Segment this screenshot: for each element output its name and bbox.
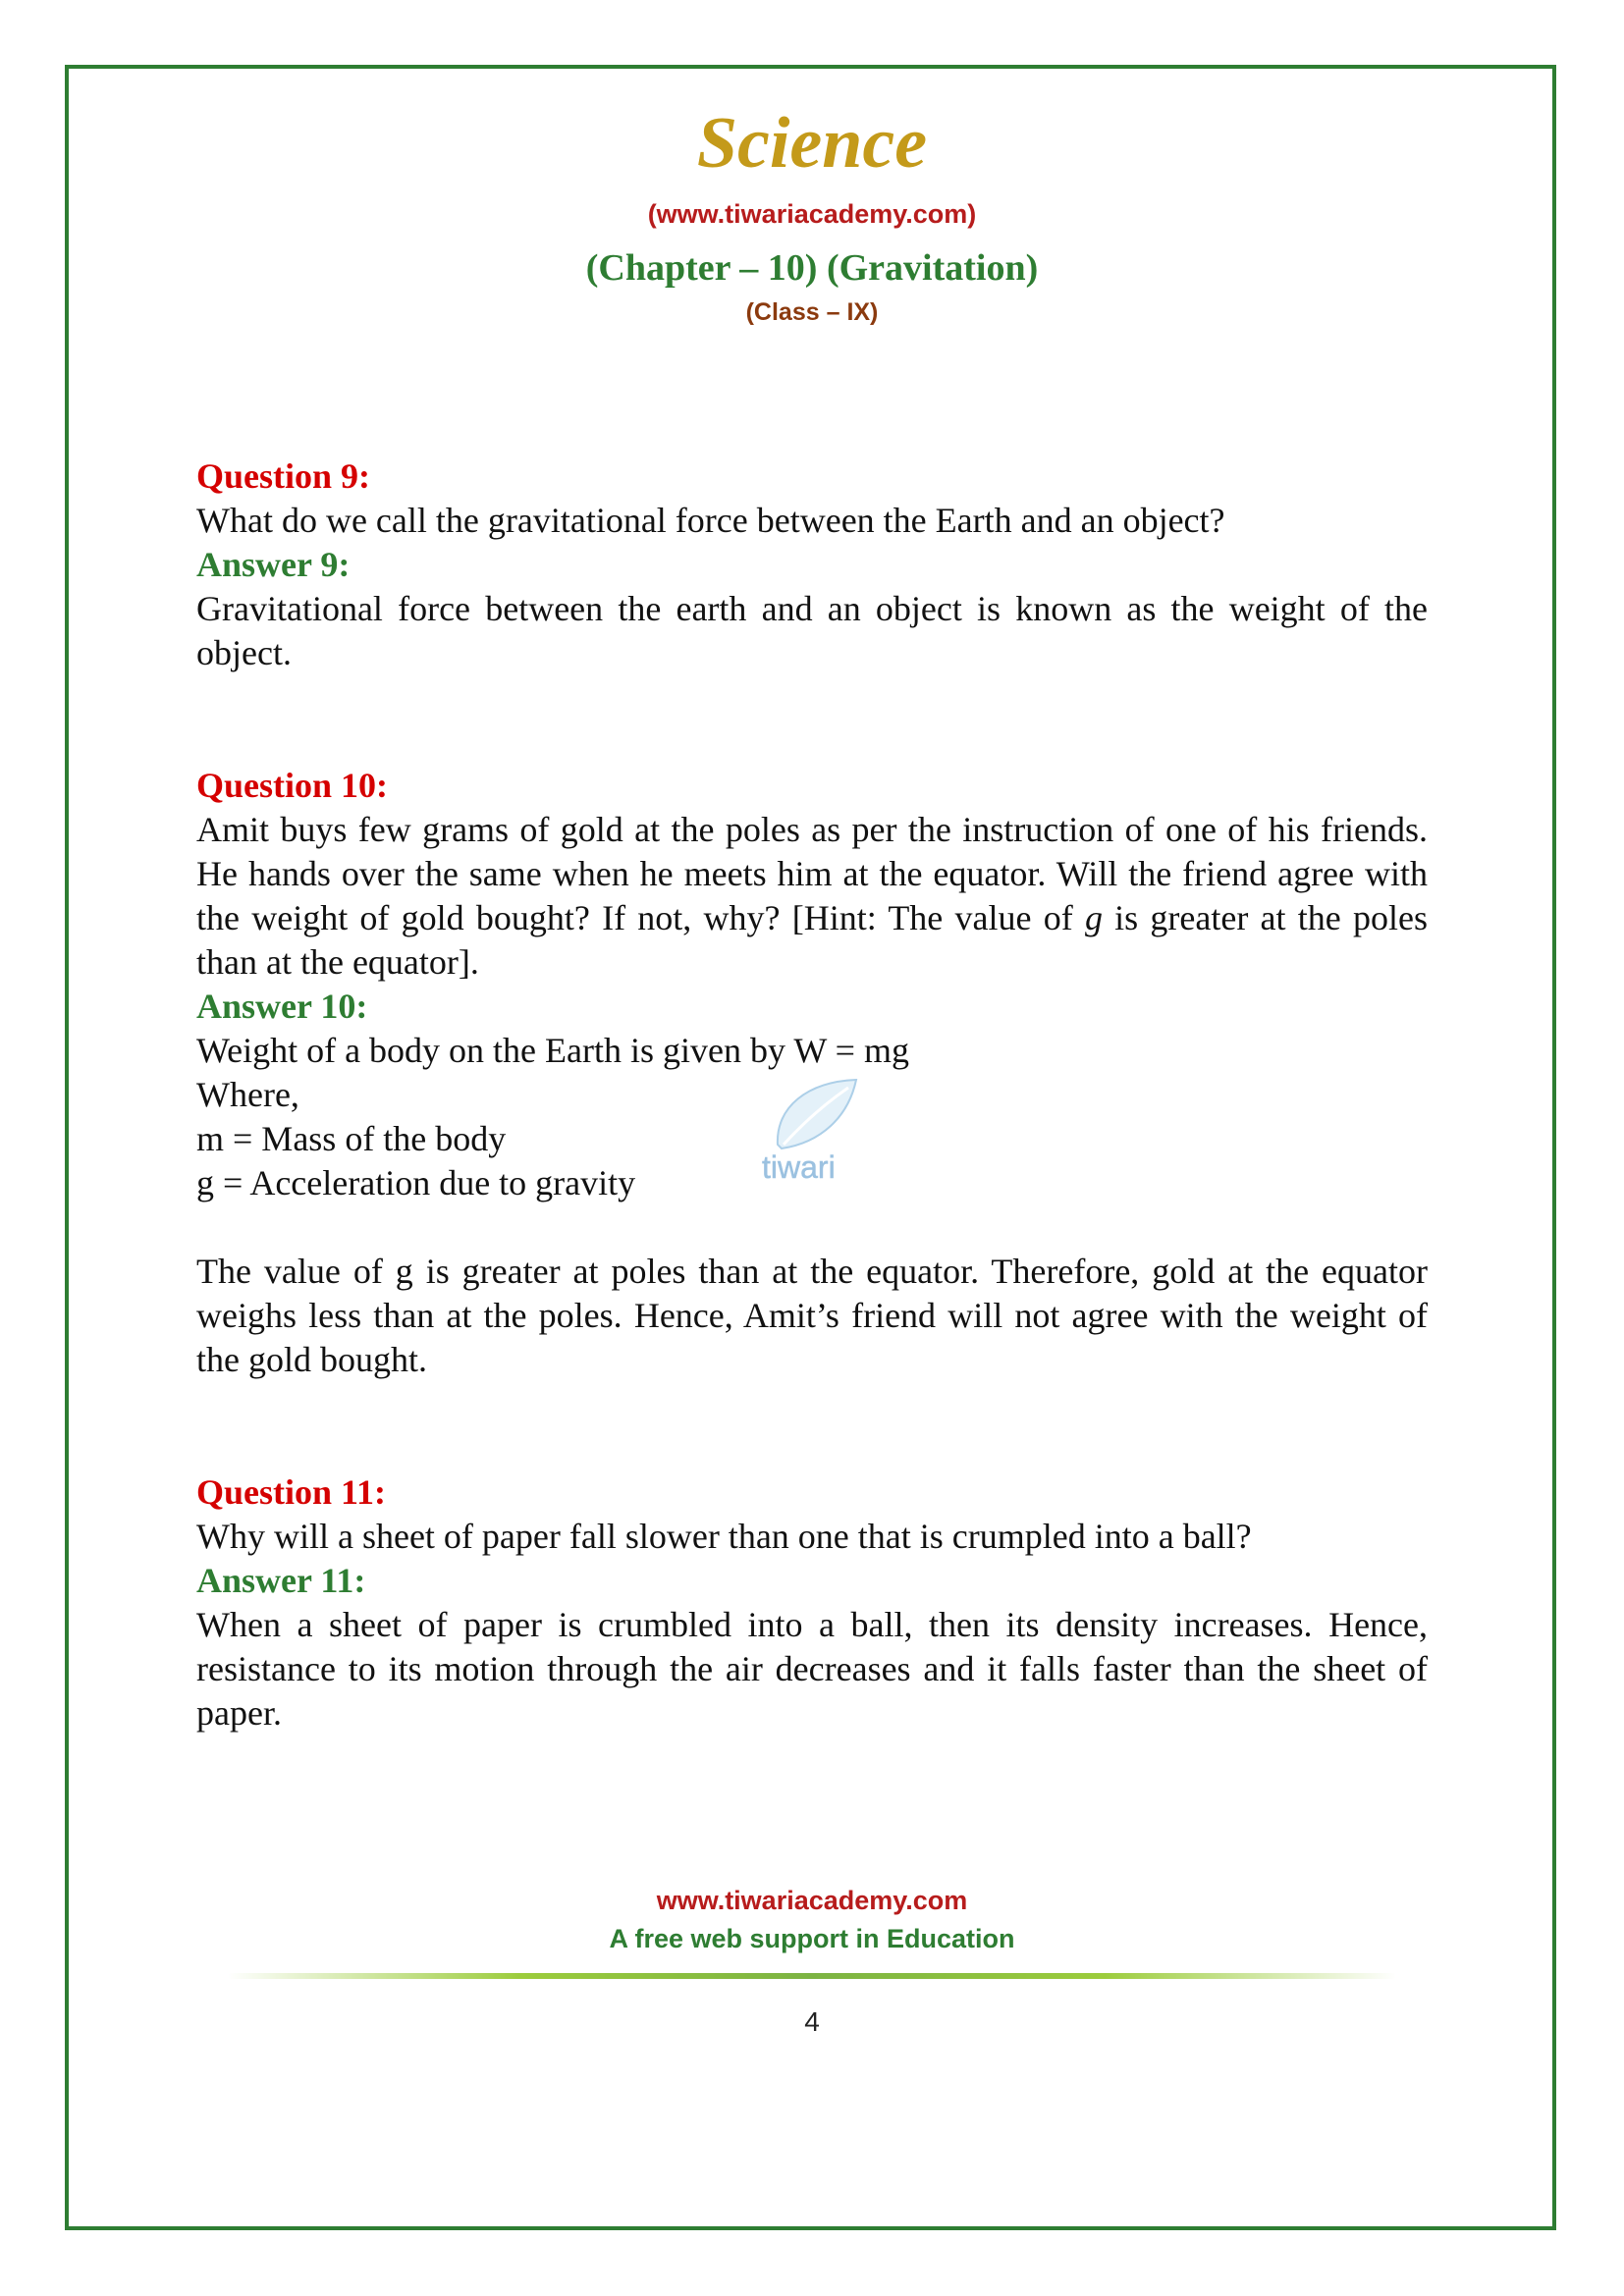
question-11-text: Why will a sheet of paper fall slower than one that is crumpled into a ball? [196, 1517, 1252, 1556]
watermark-text: tiwari [762, 1149, 836, 1185]
answer-9-label: Answer 9: [196, 545, 351, 584]
answer-11-text: When a sheet of paper is crumbled into a ball, then its density increases. Hence, resistance to its motion through the air decreases and it falls faster than the sheet of paper. [196, 1605, 1428, 1733]
answer-10-line-where: Where, [196, 1075, 299, 1114]
answer-10-line-gravity: g = Acceleration due to gravity [196, 1163, 636, 1202]
chapter-heading: (Chapter – 10) (Gravitation) [585, 247, 1039, 289]
class-label: (Class – IX) [745, 298, 879, 326]
qa-block-11 [196, 1470, 1428, 1735]
question-9-label: Question 9: [196, 456, 371, 496]
answer-10-paragraph: The value of g is greater at poles than at the equator. Therefore, gold at the equator weighs less than at the poles. Hence, Amit’s friend will not agree with the weight of the gold bought. [196, 1252, 1428, 1379]
question-9-text: What do we call the gravitational force between the Earth and an object? [196, 501, 1225, 540]
qa-block-9 [196, 454, 1428, 675]
spacer [196, 1205, 1428, 1250]
page-number: 4 [804, 2006, 820, 2037]
qa-block-10 [196, 764, 1428, 1382]
footer-tagline: A free web support in Education [609, 1924, 1015, 1953]
answer-10-label: Answer 10: [196, 987, 368, 1026]
footer-site-link[interactable]: www.tiwariacademy.com [656, 1886, 968, 1915]
answer-9-text: Gravitational force between the earth and an object is known as the weight of the object. [196, 589, 1428, 672]
question-10-italic-g: g [1084, 898, 1103, 937]
page-title: Science [696, 103, 928, 184]
question-10-label: Question 10: [196, 766, 389, 805]
page-header [0, 94, 1624, 332]
page-footer [0, 1881, 1624, 2038]
footer-divider [228, 1973, 1396, 1979]
answer-10-line-formula: Weight of a body on the Earth is given by W = mg [196, 1031, 909, 1070]
question-10-text [196, 808, 1428, 985]
answer-11-label: Answer 11: [196, 1561, 366, 1600]
answer-10-line-mass: m = Mass of the body [196, 1119, 507, 1158]
header-site-link[interactable]: (www.tiwariacademy.com) [647, 199, 977, 229]
question-10-text-part2: is greater at the poles than at the equator]. [196, 898, 1428, 982]
question-10-text-part1: Amit buys few grams of gold at the poles as per the instruction of one of his friends. He hands over the same when he meets him at the equator. Will the friend agree with the weight of gold bought? If not, why? [Hint: The value of [196, 810, 1428, 937]
question-11-label: Question 11: [196, 1472, 387, 1512]
qa-content [196, 454, 1428, 1824]
